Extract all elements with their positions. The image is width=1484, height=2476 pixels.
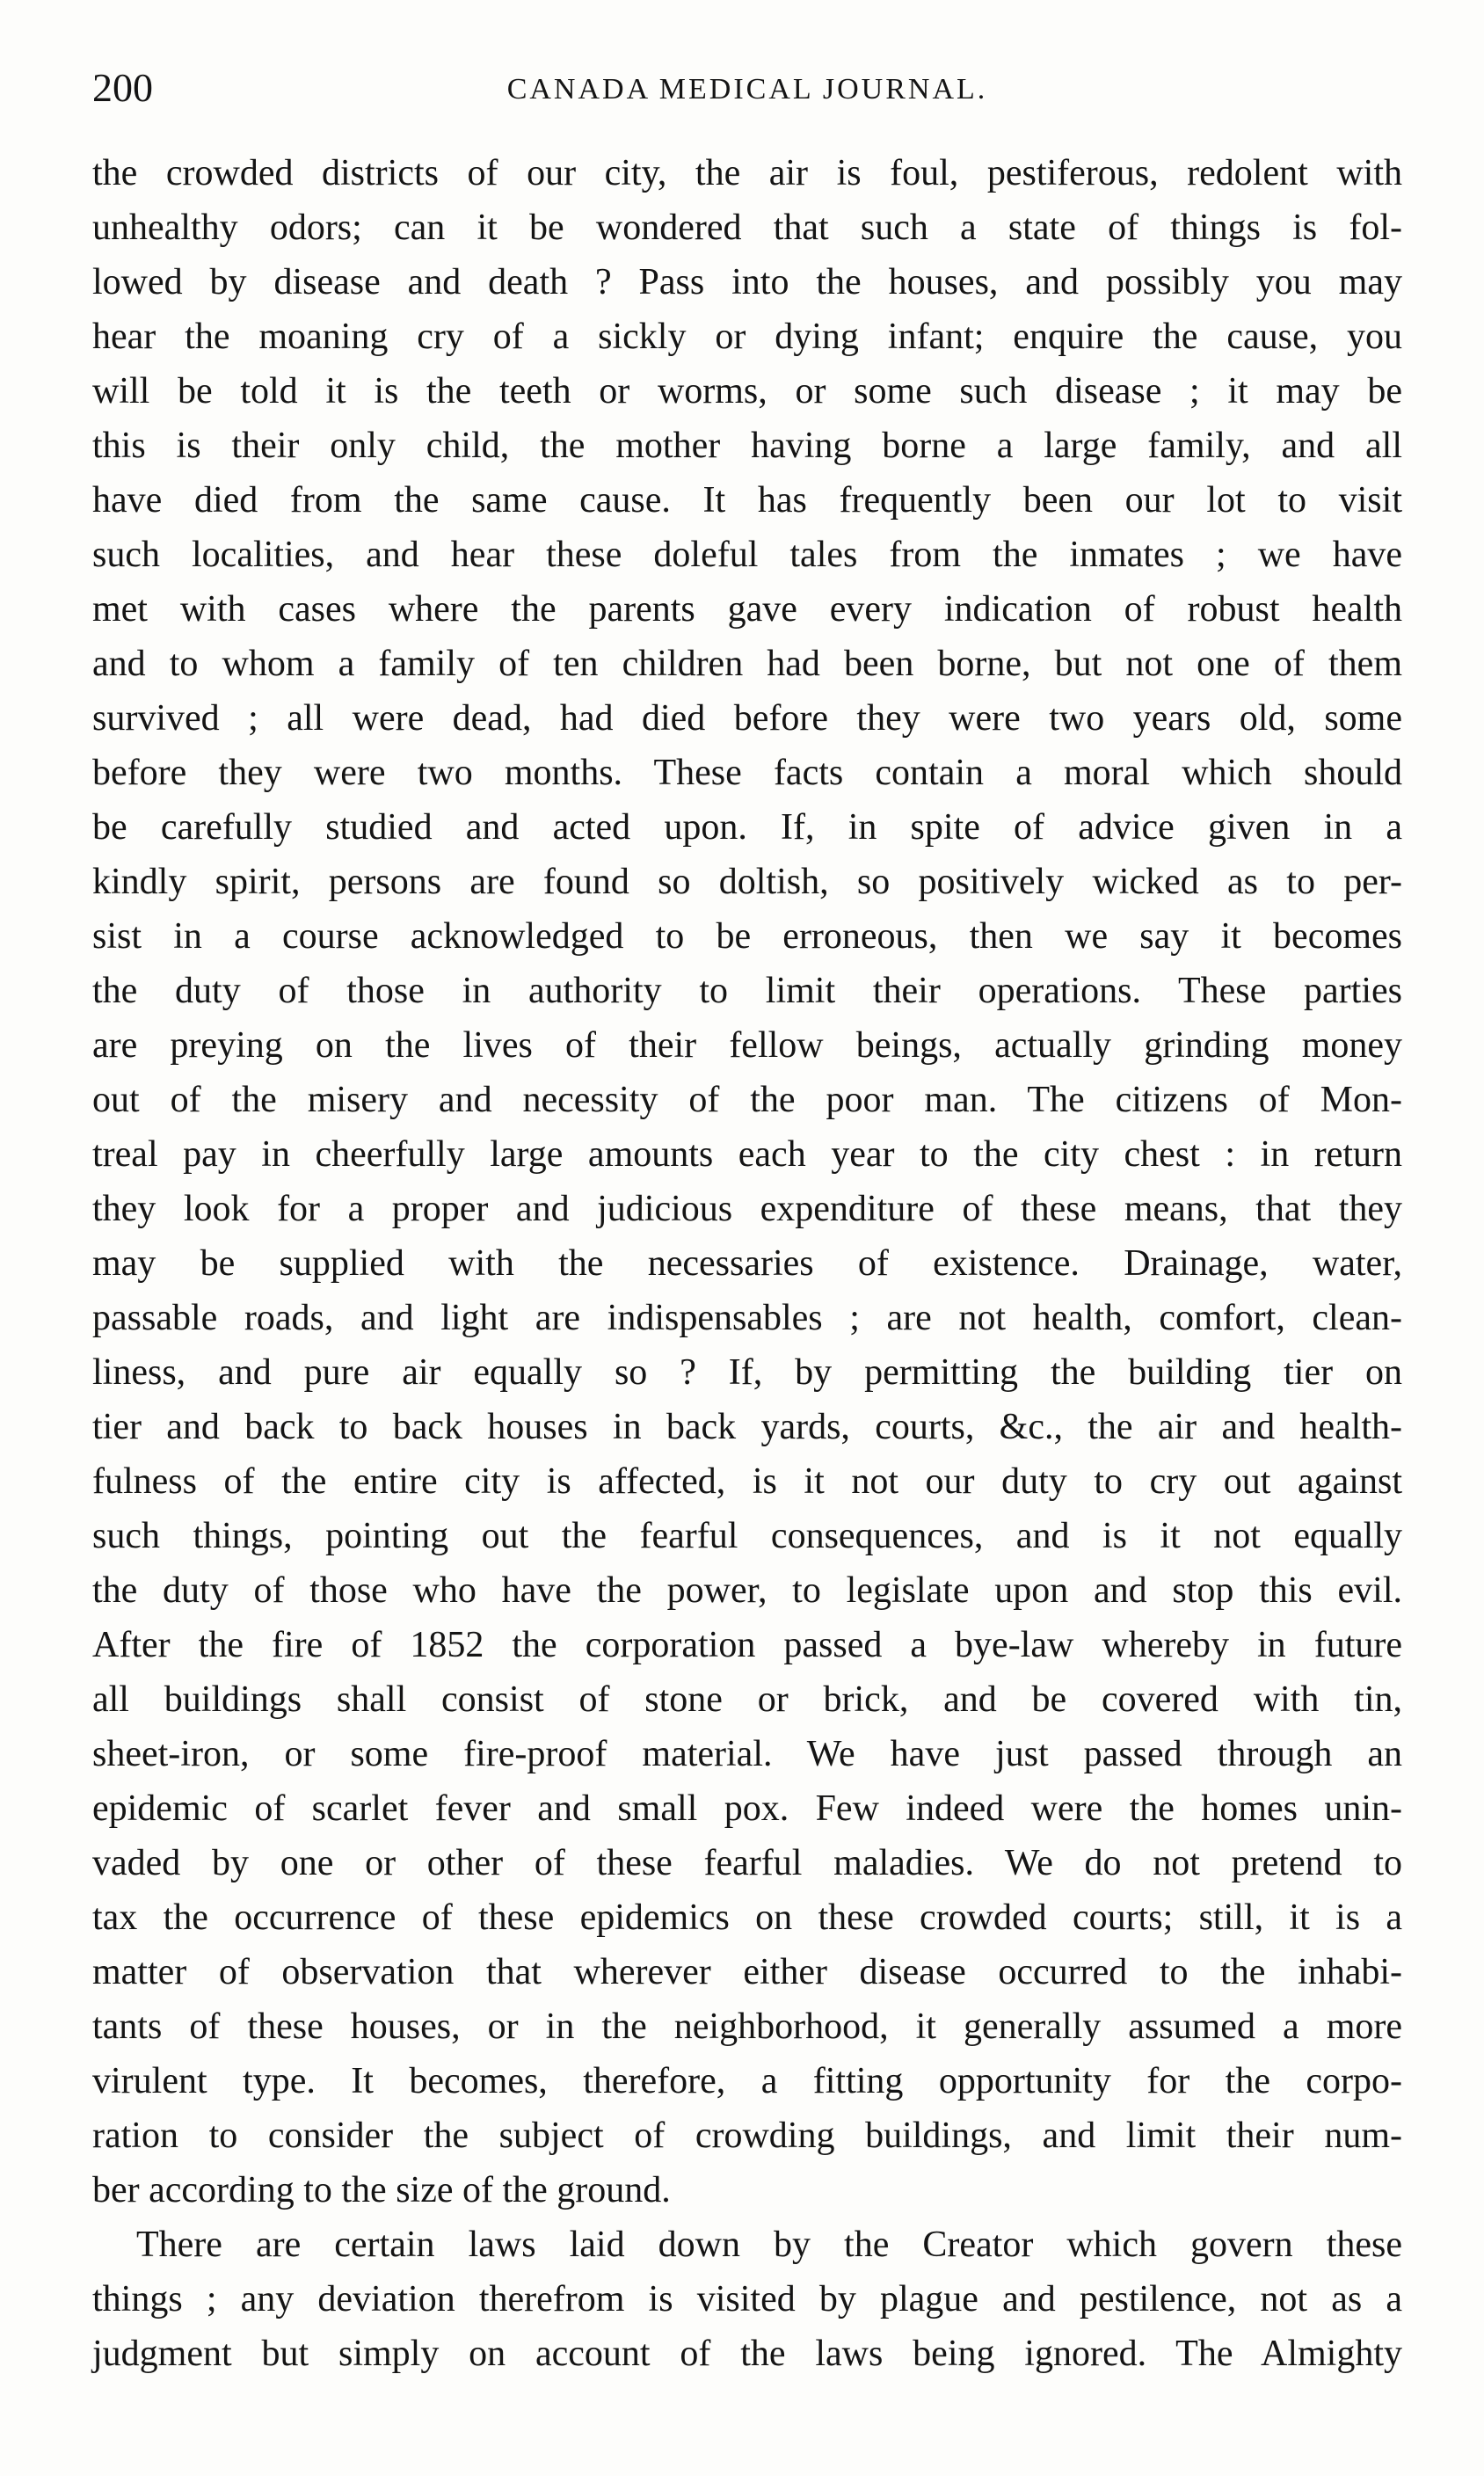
text-line: and to whom a family of ten children had been borne, but not one of them [92,644,1402,684]
running-head [92,62,1402,114]
text-line: they look for a proper and judicious expenditure of these means, that they [92,1189,1402,1229]
text-line: After the fire of 1852 the corporation passed a bye-law whereby in future [92,1625,1402,1665]
text-line: be carefully studied and acted upon. If, in spite of advice given in a [92,807,1402,848]
text-line: ration to consider the subject of crowding buildings, and limit their num- [92,2116,1402,2156]
text-line: virulent type. It becomes, therefore, a fitting opportunity for the corpo- [92,2061,1402,2101]
text-line: such localities, and hear these doleful tales from the inmates ; we have [92,535,1402,575]
body-text [92,146,1402,2381]
text-line: the duty of those who have the power, to legislate upon and stop this evil. [92,1570,1402,1611]
text-line: sist in a course acknowledged to be erroneous, then we say it becomes [92,916,1402,957]
text-line: vaded by one or other of these fearful maladies. We do not pretend to [92,1843,1402,1883]
text-line: things ; any deviation therefrom is visited by plague and pestilence, not as a [92,2279,1402,2319]
text-line: have died from the same cause. It has frequently been our lot to visit [92,480,1402,521]
text-line: fulness of the entire city is affected, is it not our duty to cry out against [92,1461,1402,1502]
text-line: met with cases where the parents gave every indication of robust health [92,589,1402,630]
text-line: hear the moaning cry of a sickly or dying infant; enquire the cause, you [92,317,1402,357]
text-line: kindly spirit, persons are found so doltish, so positively wicked as to per- [92,862,1402,902]
text-line: treal pay in cheerfully large amounts each year to the city chest : in return [92,1134,1402,1175]
text-line: before they were two months. These facts contain a moral which should [92,753,1402,793]
text-line: passable roads, and light are indispensables ; are not health, comfort, clean- [92,1298,1402,1338]
text-line: matter of observation that wherever either disease occurred to the inhabi- [92,1952,1402,1992]
text-line: are preying on the lives of their fellow beings, actually grinding money [92,1025,1402,1066]
text-line: such things, pointing out the fearful consequences, and is it not equally [92,1516,1402,1556]
text-line: the crowded districts of our city, the air is foul, pestiferous, redolent with [92,153,1402,193]
text-line: epidemic of scarlet fever and small pox. Few indeed were the homes unin- [92,1788,1402,1829]
text-line: this is their only child, the mother having borne a large family, and all [92,426,1402,466]
text-line: the duty of those in authority to limit their operations. These parties [92,971,1402,1011]
text-line: tax the occurrence of these epidemics on these crowded courts; still, it is a [92,1897,1402,1938]
text-line: all buildings shall consist of stone or brick, and be covered with tin, [92,1679,1402,1720]
paragraph-2 [92,2217,1402,2381]
text-line: tants of these houses, or in the neighborhood, it generally assumed a more [92,2006,1402,2047]
text-line: survived ; all were dead, had died before they were two years old, some [92,698,1402,739]
text-line: will be told it is the teeth or worms, or some such disease ; it may be [92,371,1402,411]
paragraph-1 [92,146,1402,2217]
text-line: liness, and pure air equally so ? If, by permitting the building tier on [92,1352,1402,1393]
text-line: may be supplied with the necessaries of existence. Drainage, water, [92,1243,1402,1284]
text-line: judgment but simply on account of the laws being ignored. The Almighty [92,2334,1402,2374]
text-line: tier and back to back houses in back yards, courts, &c., the air and health- [92,1407,1402,1447]
text-line: ber according to the size of the ground. [92,2170,671,2210]
text-line: unhealthy odors; can it be wondered that such a state of things is fol- [92,208,1402,248]
text-line: out of the misery and necessity of the poor man. The citizens of Mon- [92,1080,1402,1120]
journal-title: CANADA MEDICAL JOURNAL. [506,73,988,106]
text-line: lowed by disease and death ? Pass into the houses, and possibly you may [92,262,1402,302]
page-number: 200 [92,65,153,110]
text-line: sheet-iron, or some fire-proof material. We have just passed through an [92,1734,1402,1774]
text-line: There are certain laws laid down by the Creator which govern these [136,2225,1402,2265]
